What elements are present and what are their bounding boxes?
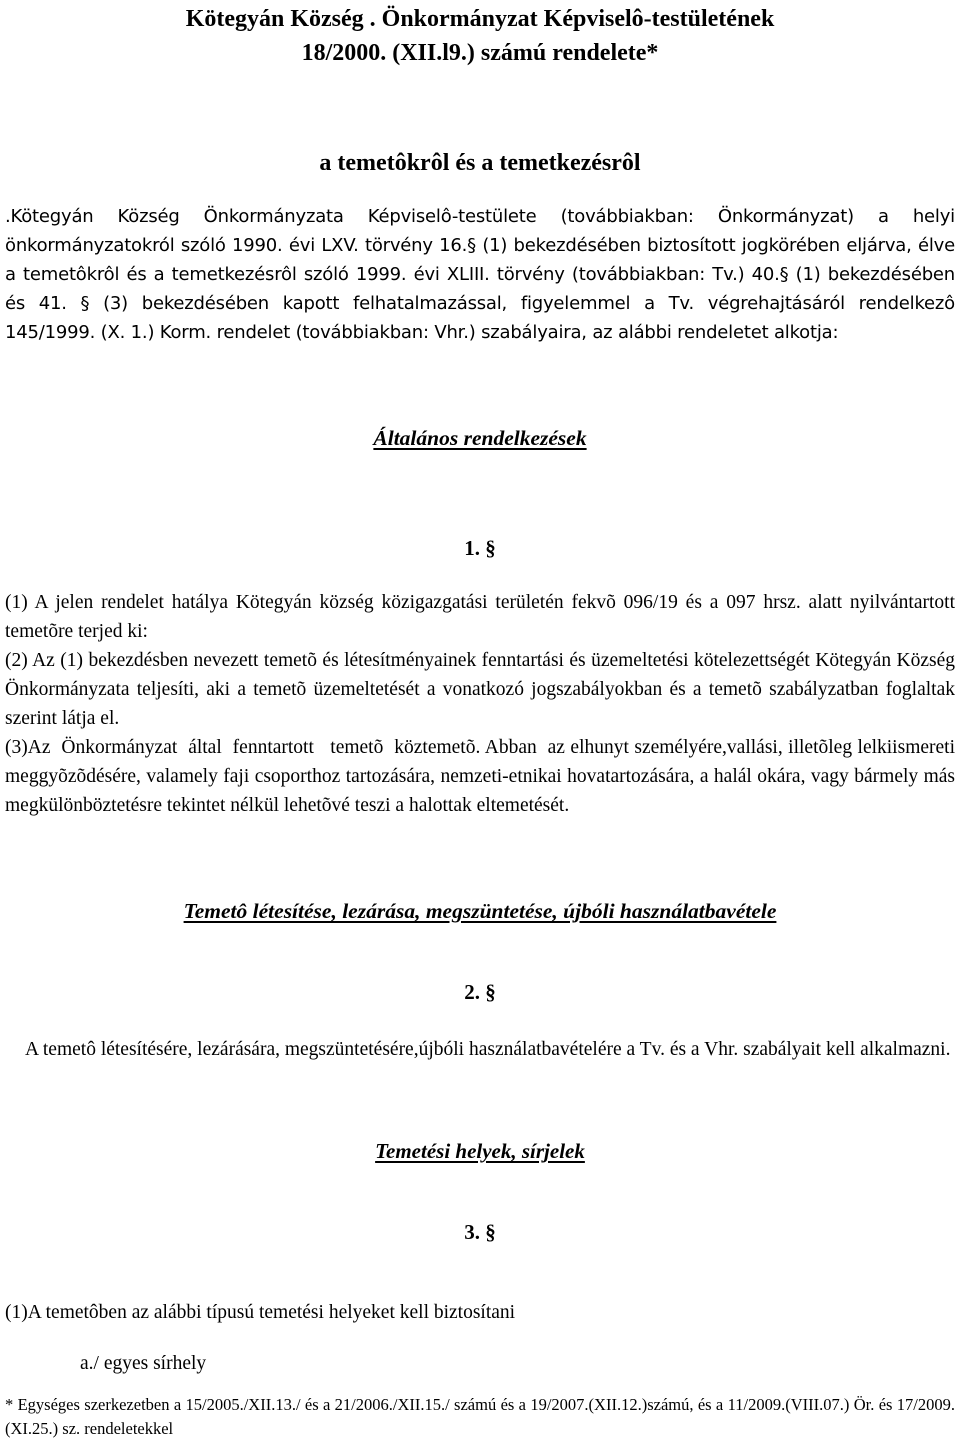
- section3-heading: Temetési helyek, sírjelek: [375, 1139, 585, 1163]
- section3-paragraph: (1)A temetôben az alábbi típusú temetési helyeket kell biztosítani: [5, 1302, 516, 1323]
- section2-heading: Temetô létesítése, lezárása, megszüntetése, újbóli használatbavétele: [183, 899, 777, 923]
- section3-number: 3. §: [464, 1220, 496, 1244]
- section1-paragraph-3: (3)Az Önkormányzat által fenntartott temetõ köztemetõ. Abban az elhunyt személyére,vallási, illetõleg lelkiismereti meggyõzõdésére, valamely faji csoporthoz tartozására, nemzeti-etnikai hovatartozására, a halál okára, vagy bármely más megkülönböztetésre tekintet nélkül lehetõvé teszi a halottak eltemetését.: [5, 737, 960, 816]
- section2-paragraph: [5, 1035, 955, 1064]
- footnote: * Egységes szerkezetben a 15/2005./XII.13./ és a 21/2006./XII.15./ számú és a 19/2007.(XII.12.)számú, és a 11/2009.(VIII.07.) Ör. és 17/2009.(XI.25.) sz. rendeletekkel: [5, 1395, 955, 1438]
- document-title-line1: Kötegyán Község . Önkormányzat Képviselô-testületének: [185, 6, 775, 32]
- document-title-line2: 18/2000. (XII.l9.) számú rendelete*: [301, 40, 659, 66]
- document-subtitle: a temetôkrôl és a temetkezésrôl: [319, 150, 641, 176]
- section1-body: [5, 588, 960, 820]
- preamble-paragraph: .Kötegyán Község Önkormányzata Képviselô-testülete (továbbiakban: Önkormányzat) a helyi önkormányzatokról szóló 1990. évi LXV. törvény 16.§ (1) bekezdésében biztosított jogkörében eljárva, élve a temetôkrôl és a temetkezésrôl szóló 1999. évi XLIII. törvény (továbbiakban: Tv.) 40.§ (1) bekezdésében és 41. § (3) bekezdésében kapott felhatalmazással, figyelemmel a Tv. végrehajtásáról rendelkezô 145/1999. (X. 1.) Korm. rendelet (továbbiakban: Vhr.) szabályaira, az alábbi rendeletet alkotja:: [5, 206, 955, 343]
- section3-list-item: a./ egyes sírhely: [80, 1353, 207, 1374]
- section1-number: 1. §: [464, 536, 496, 560]
- section1-heading: Általános rendelkezések: [373, 426, 587, 450]
- section1-paragraph-1: (1) A jelen rendelet hatálya Kötegyán község közigazgatási területén fekvõ 096/19 és a 097 hrsz. alatt nyilvántartott temetõre terjed ki:: [5, 592, 955, 642]
- section2-number: 2. §: [464, 980, 496, 1004]
- section2-paragraph-text: A temetô létesítésére, lezárására, megszüntetésére,újbóli használatbavételére a Tv. és a Vhr. szabályait kell alkalmazni.: [25, 1039, 951, 1060]
- section1-paragraph-2: (2) Az (1) bekezdésben nevezett temetõ és létesítményainek fenntartási és üzemeltetési kötelezettségét Kötegyán Község Önkormányzata teljesíti, aki a temetõ üzemeltetését a vonatkozó jogszabályokban és a temetõ szabályzatban foglaltak szerint látja el.: [5, 650, 955, 729]
